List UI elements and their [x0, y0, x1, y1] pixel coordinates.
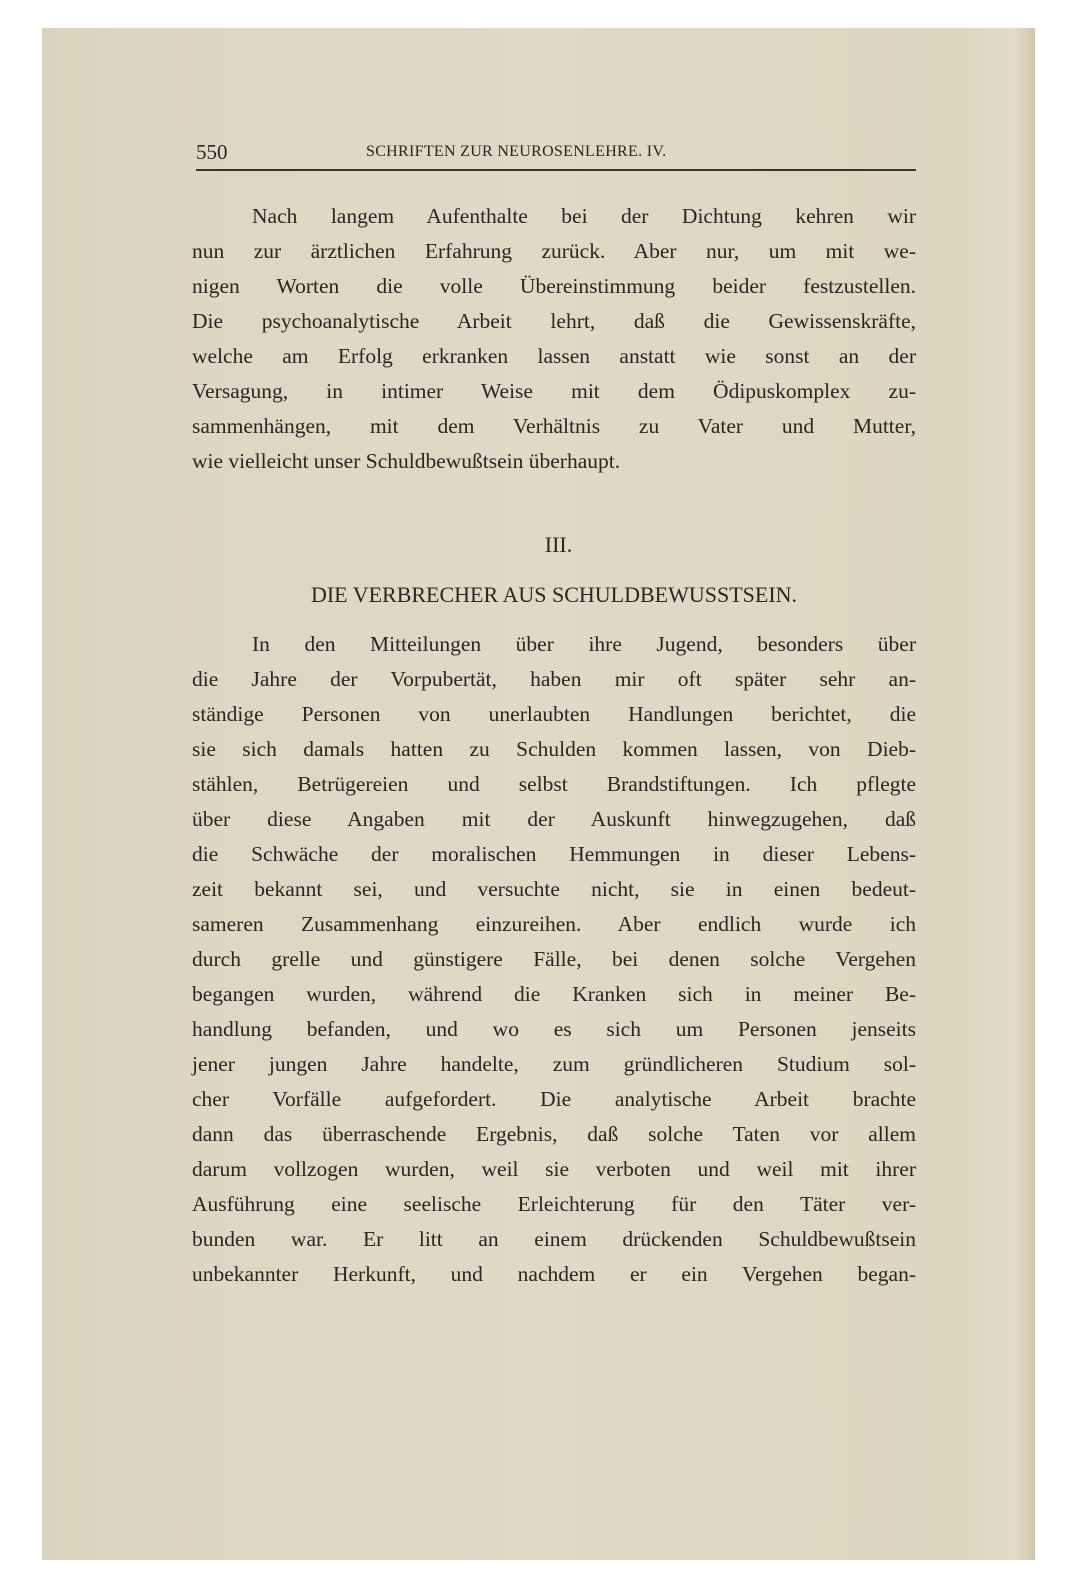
text-line: handlung befanden, und wo es sich um Personen jenseits: [192, 1017, 916, 1041]
section-title: DIE VERBRECHER AUS SCHULDBEWUSSTSEIN.: [310, 582, 798, 607]
running-title: SCHRIFTEN ZUR NEUROSENLEHRE. IV.: [366, 143, 667, 160]
text-line: wie vielleicht unser Schuldbewußtsein überhaupt.: [192, 449, 621, 473]
text-line: nun zur ärztlichen Erfahrung zurück. Aber nur, um mit we-: [192, 239, 916, 263]
text-line: Die psychoanalytische Arbeit lehrt, daß die Gewissenskräfte,: [192, 309, 916, 333]
header-rule: [196, 169, 916, 171]
text-line: In den Mitteilungen über ihre Jugend, besonders über: [252, 632, 916, 656]
text-line: jener jungen Jahre handelte, zum gründlicheren Studium sol-: [192, 1052, 916, 1076]
text-line: Versagung, in intimer Weise mit dem Ödipuskomplex zu-: [192, 379, 916, 403]
text-line: Nach langem Aufenthalte bei der Dichtung kehren wir: [252, 204, 916, 228]
text-line: Ausführung eine seelische Erleichterung für den Täter ver-: [192, 1192, 916, 1216]
text-line: cher Vorfälle aufgefordert. Die analytische Arbeit brachte: [192, 1087, 916, 1111]
text-line: nigen Worten die volle Übereinstimmung beider festzustellen.: [192, 274, 916, 298]
text-line: durch grelle und günstigere Fälle, bei denen solche Vergehen: [192, 947, 916, 971]
section-number: III.: [544, 532, 573, 557]
text-line: zeit bekannt sei, und versuchte nicht, sie in einen bedeut-: [192, 877, 916, 901]
text-line: die Schwäche der moralischen Hemmungen in dieser Lebens-: [192, 842, 916, 866]
text-line: sameren Zusammenhang einzureihen. Aber endlich wurde ich: [192, 912, 916, 936]
page-number: 550: [196, 140, 228, 164]
text-line: sie sich damals hatten zu Schulden kommen lassen, von Dieb-: [192, 737, 916, 761]
running-header: [196, 140, 916, 168]
paragraph-2: [192, 627, 916, 1292]
text-line: dann das überraschende Ergebnis, daß solche Taten vor allem: [192, 1122, 916, 1146]
text-line: die Jahre der Vorpubertät, haben mir oft später sehr an-: [192, 667, 916, 691]
text-line: welche am Erfolg erkranken lassen anstatt wie sonst an der: [192, 344, 916, 368]
text-line: unbekannter Herkunft, und nachdem er ein Vergehen began-: [192, 1262, 916, 1286]
text-line: bunden war. Er litt an einem drückenden Schuldbewußtsein: [192, 1227, 916, 1251]
paragraph-1: [192, 199, 916, 479]
text-line: über diese Angaben mit der Auskunft hinwegzugehen, daß: [192, 807, 916, 831]
text-line: begangen wurden, während die Kranken sich in meiner Be-: [192, 982, 916, 1006]
text-line: sammenhängen, mit dem Verhältnis zu Vater und Mutter,: [192, 414, 916, 438]
text-line: darum vollzogen wurden, weil sie verboten und weil mit ihrer: [192, 1157, 916, 1181]
text-line: stählen, Betrügereien und selbst Brandstiftungen. Ich pflegte: [192, 772, 916, 796]
text-line: ständige Personen von unerlaubten Handlungen berichtet, die: [192, 702, 916, 726]
